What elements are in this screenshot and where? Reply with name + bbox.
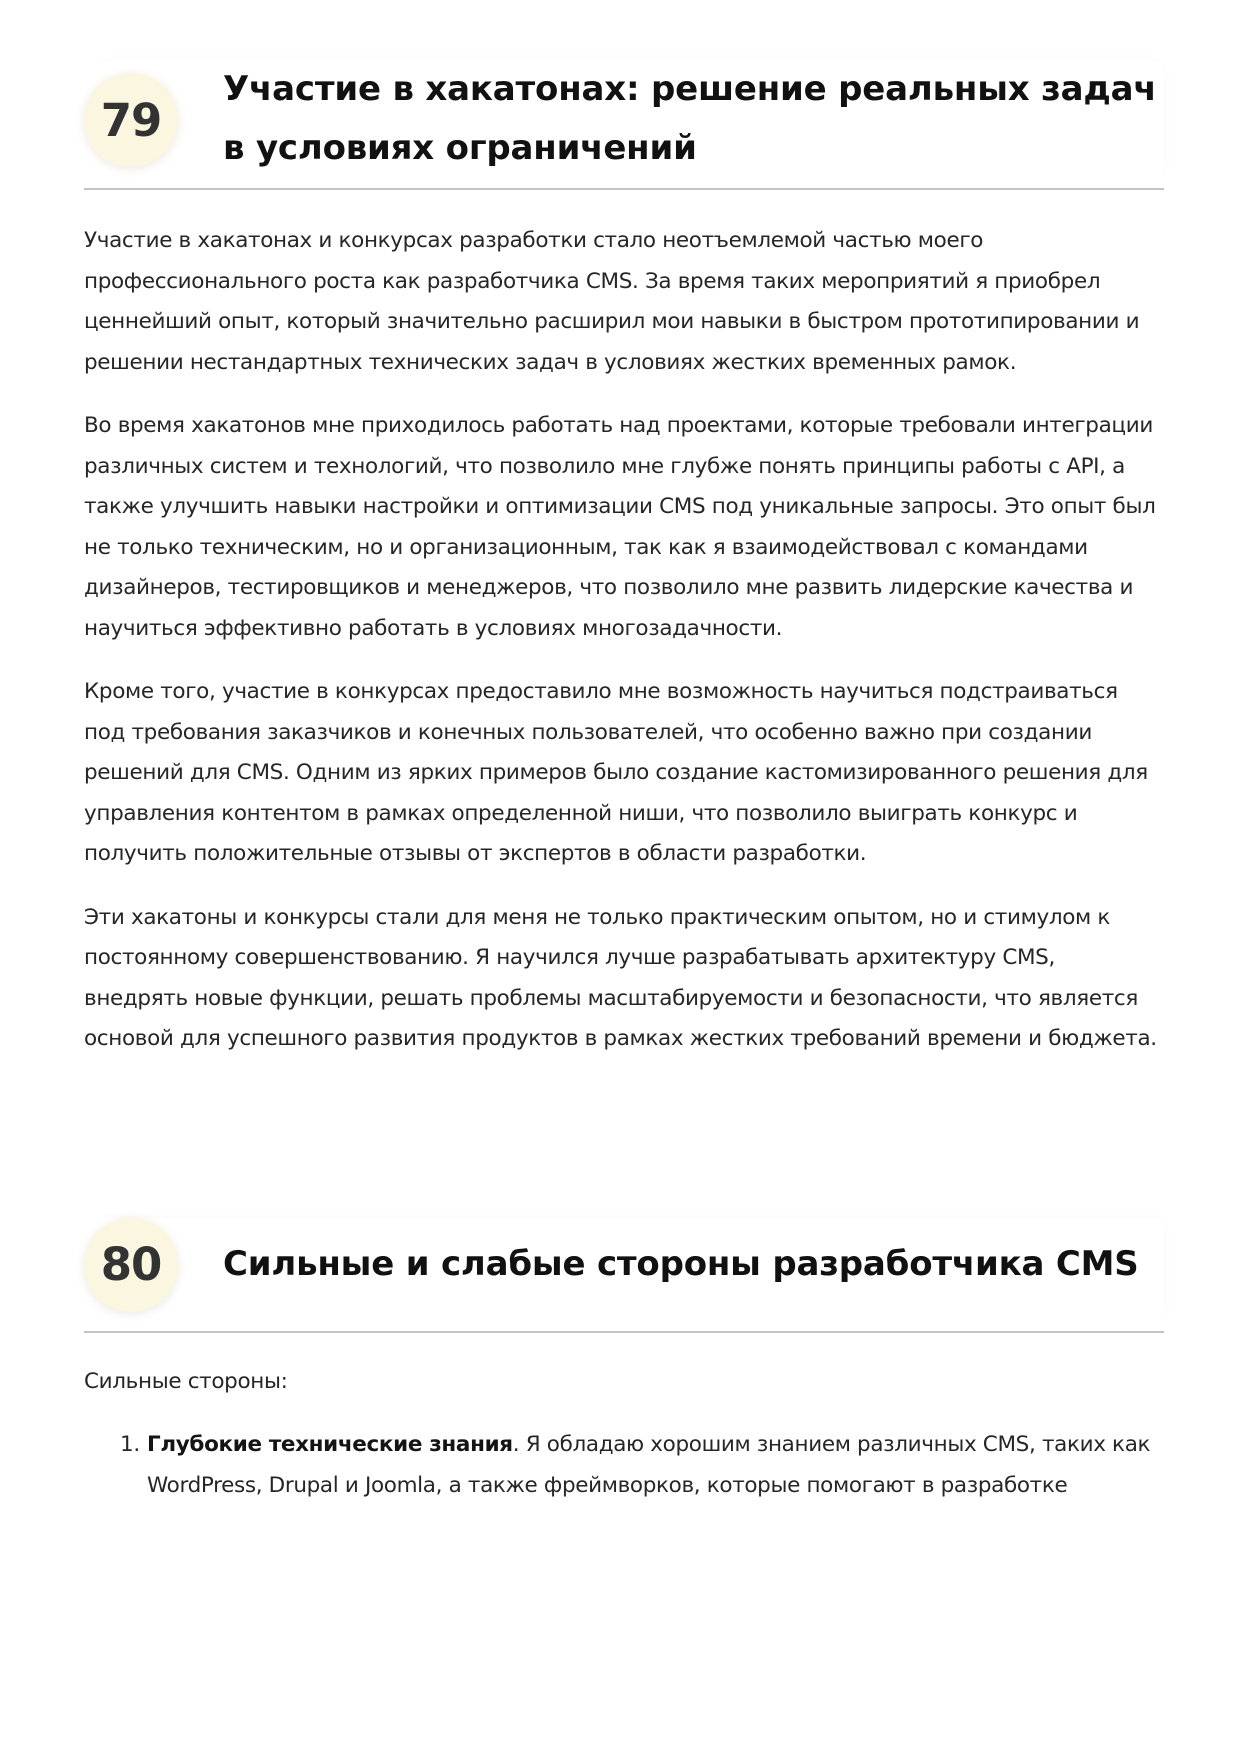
paragraph: Кроме того, участие в конкурсах предоставило мне возможность научиться подстраиваться под требования заказчиков и конечных пользователей, что особенно важно при создании решений для CMS. Одним из ярких примеров было создание кастомизированного решения для управления контентом в рамках определенной ниши, что позволило выиграть конкурс и получить положительные отзывы от экспертов в области разработки. xyxy=(84,679,1148,866)
chapter-body xyxy=(84,221,1164,1060)
chapter-header xyxy=(84,60,1164,190)
paragraph: Участие в хакатонах и конкурсах разработки стало неотъемлемой частью моего профессионального роста как разработчика CMS. За время таких мероприятий я приобрел ценнейший опыт, который значительно расширил мои навыки в быстром прототипировании и решении нестандартных технических задач в условиях жестких временных рамок. xyxy=(84,228,1140,375)
chapter-79 xyxy=(84,60,1164,1060)
paragraph: Во время хакатонов мне приходилось работать над проектами, которые требовали интеграции различных систем и технологий, что позволило мне глубже понять принципы работы с API, а также улучшить навыки настройки и оптимизации CMS под уникальные запросы. Это опыт был не только техническим, но и организационным, так как я взаимодействовал с командами дизайнеров, тестировщиков и менеджеров, что позволило мне развить лидерские качества и научиться эффективно работать в условиях многозадачности. xyxy=(84,413,1156,641)
chapter-body xyxy=(84,1362,1164,1507)
chapter-title: Сильные и слабые стороны разработчика CMS xyxy=(223,1244,1139,1284)
chapter-number-badge: 79 xyxy=(84,73,178,167)
chapter-80 xyxy=(84,1218,1164,1507)
list-item-number: 1. xyxy=(120,1432,140,1457)
chapter-number-badge: 80 xyxy=(84,1218,178,1312)
list-item-text: . Я обладаю хорошим знанием различных CMS, таких как WordPress, Drupal и Joomla, а также фреймворков, которые помогают в разработке xyxy=(147,1432,1151,1498)
list-item-heading: Глубокие технические знания xyxy=(147,1432,513,1457)
strengths-intro: Сильные стороны: xyxy=(84,1368,288,1394)
chapter-title: Участие в хакатонах: решение реальных задач в условиях ограничений xyxy=(223,69,1157,168)
document-page xyxy=(84,0,1164,1506)
paragraph: Эти хакатоны и конкурсы стали для меня не только практическим опытом, но и стимулом к постоянному совершенствованию. Я научился лучше разрабатывать архитектуру CMS, внедрять новые функции, решать проблемы масштабируемости и безопасности, что является основой для успешного развития продуктов в рамках жестких требований времени и бюджета. xyxy=(84,904,1157,1051)
list-item xyxy=(84,1425,1164,1506)
strengths-list xyxy=(84,1425,1164,1506)
chapter-header xyxy=(84,1218,1164,1333)
